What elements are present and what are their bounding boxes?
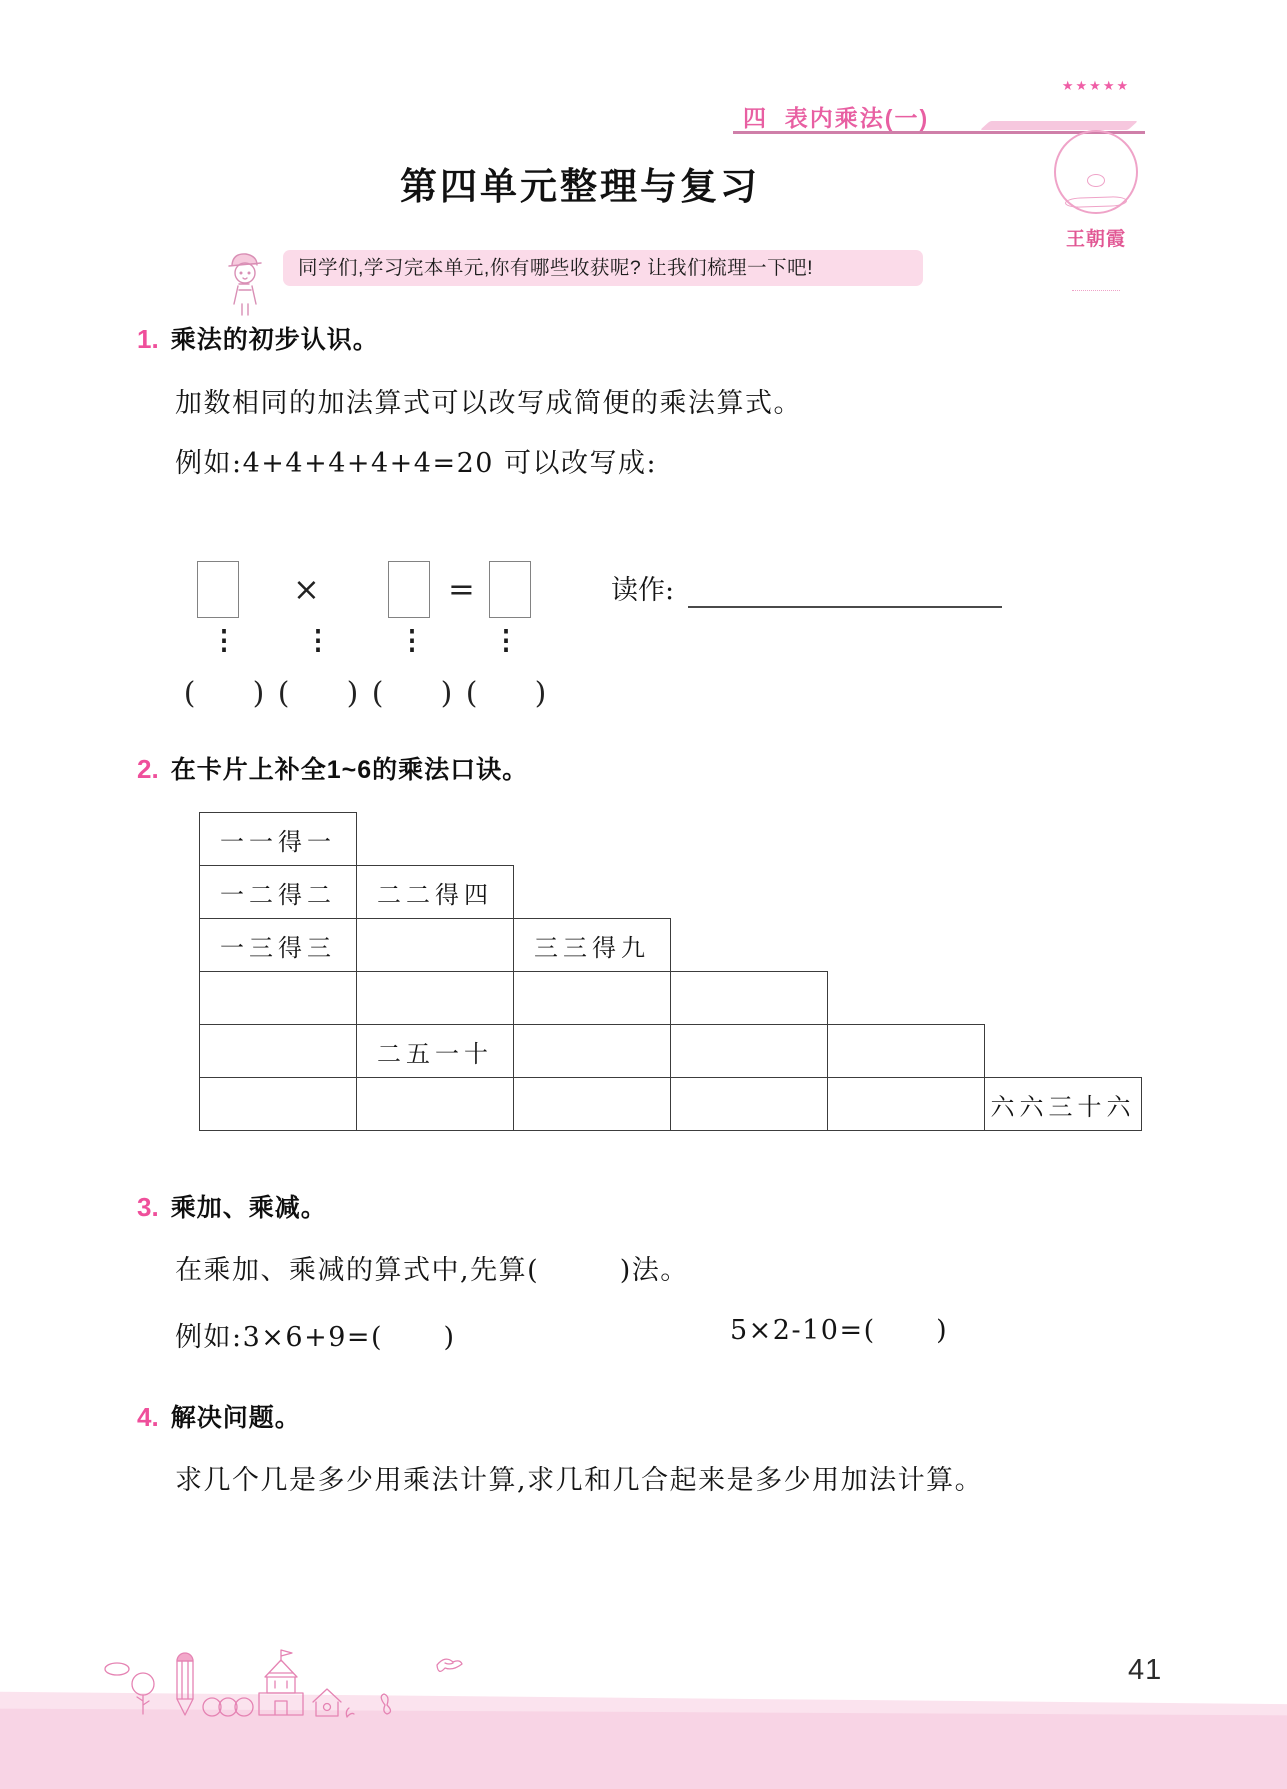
plant-icon <box>346 1708 354 1717</box>
rhyme-table-row <box>200 866 1142 919</box>
section-4-paragraph: 求几个几是多少用乘法计算,求几和几合起来是多少用加法计算。 <box>175 1465 984 1496</box>
rhyme-cell-blank <box>514 972 671 1025</box>
rhyme-cell-blank <box>200 1078 357 1131</box>
rhyme-cell-blank <box>357 919 514 972</box>
bush-icon <box>203 1698 221 1716</box>
bush-icon <box>235 1698 253 1716</box>
section-2-title: 在卡片上补全1~6的乘法口诀。 <box>170 756 529 784</box>
meaning-parentheses: ( ) <box>465 676 547 711</box>
rhyme-cell-blank <box>828 1078 985 1131</box>
rhyme-cell-blank <box>357 972 514 1025</box>
footer-doodles <box>85 1643 485 1723</box>
rhyme-table-row <box>200 813 1142 866</box>
answer-box-product <box>489 561 531 618</box>
answer-box-factor2 <box>388 561 430 618</box>
vertical-dots: ⋮ <box>492 625 520 655</box>
rhyme-cell: 三三得九 <box>514 919 671 972</box>
section-4-heading <box>137 1398 301 1434</box>
section-3-formula-1: 例如:3×6+9=( ) <box>175 1322 456 1353</box>
rhyme-cell: 一二得二 <box>200 866 357 919</box>
section-1-title: 乘法的初步认识。 <box>170 326 379 354</box>
vertical-dots: ⋮ <box>398 625 426 655</box>
stamp-brand-name: 王朝霞 <box>1065 228 1126 250</box>
pencil-icon <box>177 1661 193 1699</box>
page-number: 41 <box>1128 1654 1163 1686</box>
student-character-icon <box>219 246 273 320</box>
bush-icon <box>219 1698 237 1716</box>
rhyme-cell-blank <box>671 972 828 1025</box>
stamp-stars-icon: ★★★★★ <box>1061 78 1131 93</box>
section-3-number: 3. <box>137 1192 159 1222</box>
section-1-paragraph: 加数相同的加法算式可以改写成简便的乘法算式。 <box>175 388 802 419</box>
bird-icon <box>437 1659 462 1671</box>
rhyme-cell-blank <box>671 1078 828 1131</box>
section-4-title: 解决问题。 <box>170 1404 301 1432</box>
equals-sign: = <box>448 570 475 608</box>
section-3-paragraph: 在乘加、乘减的算式中,先算( )法。 <box>175 1255 689 1286</box>
section-1-example: 例如:4+4+4+4+4=20 可以改写成: <box>175 448 658 479</box>
intro-banner: 同学们,学习完本单元,你有哪些收获呢? 让我们梳理一下吧! <box>283 250 923 286</box>
rhyme-cell: 一三得三 <box>200 919 357 972</box>
rhyme-cell-blank <box>200 972 357 1025</box>
rhyme-cell: 二二得四 <box>357 866 514 919</box>
meaning-parentheses: ( ) <box>183 676 265 711</box>
rhyme-cell: 一一得一 <box>200 813 357 866</box>
unit-chapter-label: 四 表内乘法(一) <box>743 105 930 131</box>
stamp-subtext-decoration <box>1072 290 1120 291</box>
brand-stamp <box>1040 42 1152 250</box>
rhyme-cell-blank <box>671 1025 828 1078</box>
tree-icon <box>132 1673 154 1695</box>
house-icon <box>313 1689 341 1716</box>
answer-box-factor1 <box>197 561 239 618</box>
rhyme-cell-blank <box>200 1025 357 1078</box>
rhyme-table-row <box>200 972 1142 1025</box>
section-2-heading <box>137 750 528 786</box>
page-title: 第四单元整理与复习 <box>400 166 760 207</box>
section-1-heading <box>137 320 379 356</box>
multiply-sign: × <box>293 570 320 608</box>
section-2-number: 2. <box>137 754 159 784</box>
section-1-number: 1. <box>137 324 159 354</box>
rhyme-cell: 六六三十六 <box>985 1078 1142 1131</box>
rhyme-table-row <box>200 1025 1142 1078</box>
rhyme-cell-blank <box>828 1025 985 1078</box>
meaning-parentheses: ( ) <box>277 676 359 711</box>
duzuo-label: 读作: <box>611 575 675 606</box>
vertical-dots: ⋮ <box>304 625 332 655</box>
vertical-dots: ⋮ <box>210 625 238 655</box>
multiplication-rhymes-table <box>199 812 1142 1131</box>
section-3-title: 乘加、乘减。 <box>170 1194 327 1222</box>
cloud-icon <box>105 1663 129 1675</box>
castle-icon <box>265 1660 297 1693</box>
butterfly-icon <box>381 1694 390 1714</box>
rhyme-table-row <box>200 1078 1142 1131</box>
section-3-formula-2: 5×2-10=( ) <box>730 1315 949 1346</box>
section-4-number: 4. <box>137 1402 159 1432</box>
rhyme-cell-blank <box>514 1078 671 1131</box>
duzuo-answer-line <box>688 606 1002 608</box>
rhyme-cell-blank <box>357 1078 514 1131</box>
pencil-eraser-icon <box>177 1653 193 1661</box>
rhyme-cell-blank <box>514 1025 671 1078</box>
rhyme-cell: 二五一十 <box>357 1025 514 1078</box>
meaning-parentheses: ( ) <box>371 676 453 711</box>
section-3-heading <box>137 1188 327 1224</box>
castle-flag-icon <box>281 1650 292 1661</box>
rhyme-table-row <box>200 919 1142 972</box>
